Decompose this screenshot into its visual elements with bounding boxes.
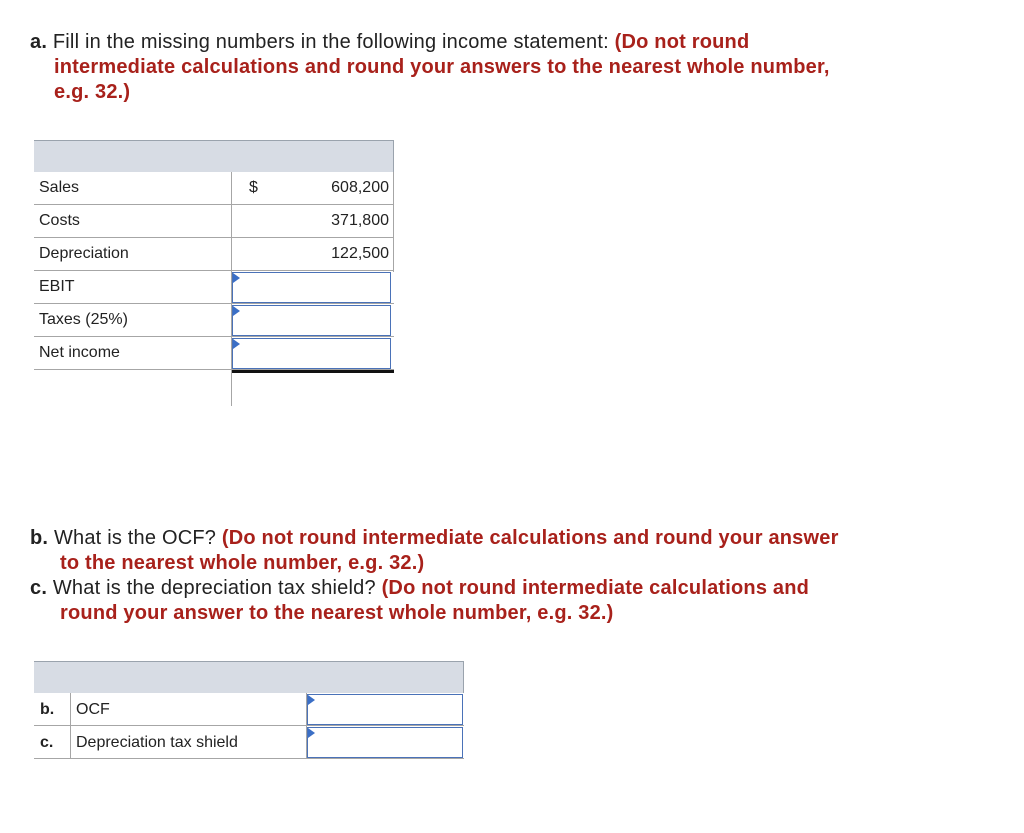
row-letter: c. <box>40 734 54 751</box>
question-c-instruction-1: (Do not round intermediate calculations and <box>381 577 810 599</box>
question-c <box>30 576 930 626</box>
row-costs <box>34 205 394 238</box>
question-b-line1 <box>30 526 930 551</box>
question-c-line1 <box>30 576 930 601</box>
input-flag-icon <box>308 695 315 705</box>
question-c-label: c. <box>30 577 48 599</box>
question-a-instruction-1: (Do not round <box>614 31 750 53</box>
row-ocf <box>34 693 464 726</box>
row-value: 122,500 <box>331 245 389 262</box>
question-a-instruction-3: e.g. 32.) <box>54 81 131 103</box>
currency-symbol: $ <box>249 179 258 196</box>
income-statement-table <box>34 140 394 370</box>
table-header <box>34 140 394 172</box>
question-a-line1 <box>30 30 930 55</box>
question-b-instruction-2: to the nearest whole number, e.g. 32.) <box>60 552 425 574</box>
row-taxes <box>34 304 394 337</box>
row-depreciation-tax-shield <box>34 726 464 759</box>
question-b <box>30 526 930 576</box>
table-header <box>34 661 464 693</box>
total-underline <box>232 370 394 373</box>
row-value: 371,800 <box>331 212 389 229</box>
question-a-instruction-2: intermediate calculations and round your answers to the nearest whole number, <box>54 56 830 78</box>
ocf-input[interactable] <box>307 694 463 725</box>
question-b-line2 <box>30 551 930 576</box>
row-net-income <box>34 337 394 370</box>
taxes-input[interactable] <box>232 305 391 336</box>
row-label: Costs <box>39 212 80 229</box>
question-a-line3 <box>30 80 930 105</box>
depreciation-tax-shield-input[interactable] <box>307 727 463 758</box>
question-a-label: a. <box>30 31 48 53</box>
ebit-input[interactable] <box>232 272 391 303</box>
question-c-text: What is the depreciation tax shield? <box>52 577 376 599</box>
row-label: Net income <box>39 344 120 361</box>
row-label: Depreciation tax shield <box>76 734 238 751</box>
row-value: 608,200 <box>331 179 389 196</box>
question-b-label: b. <box>30 527 49 549</box>
question-a-text: Fill in the missing numbers in the following income statement: <box>52 31 609 53</box>
row-ebit <box>34 271 394 304</box>
question-c-line2 <box>30 601 930 626</box>
row-letter: b. <box>40 701 55 718</box>
question-c-instruction-2: round your answer to the nearest whole number, e.g. 32.) <box>60 602 614 624</box>
input-flag-icon <box>233 339 240 349</box>
input-flag-icon <box>308 728 315 738</box>
row-label: Sales <box>39 179 80 196</box>
input-flag-icon <box>233 273 240 283</box>
input-flag-icon <box>233 306 240 316</box>
question-a <box>30 30 930 105</box>
row-label: Depreciation <box>39 245 129 262</box>
row-label: OCF <box>76 701 110 718</box>
row-depreciation <box>34 238 394 271</box>
row-label: EBIT <box>39 278 75 295</box>
question-a-line2 <box>30 55 930 80</box>
answer-table <box>34 661 464 759</box>
row-sales <box>34 172 394 205</box>
question-b-text: What is the OCF? <box>53 527 217 549</box>
row-label: Taxes (25%) <box>39 311 128 328</box>
net-income-input[interactable] <box>232 338 391 369</box>
question-b-instruction-1: (Do not round intermediate calculations and round your answer <box>221 527 839 549</box>
